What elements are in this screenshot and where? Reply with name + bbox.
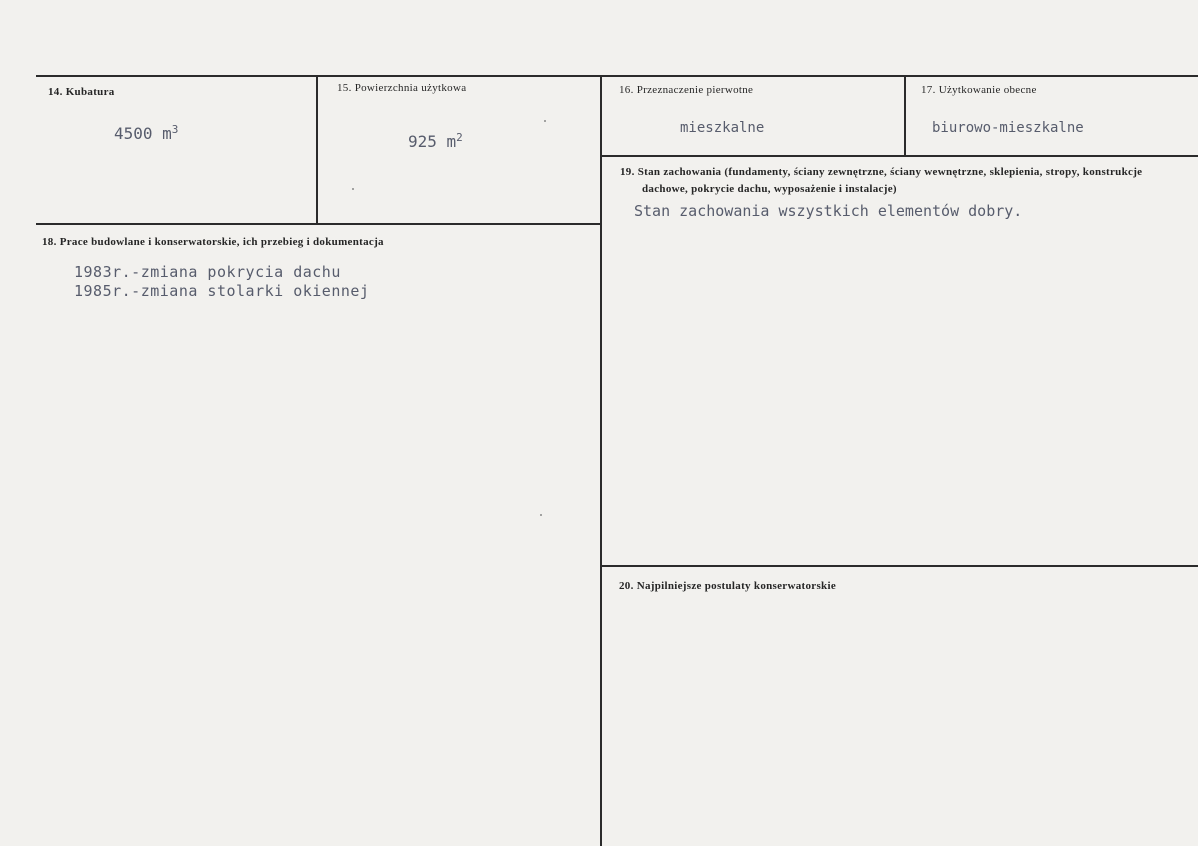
row1-divider-right [600, 155, 1198, 157]
form-top-border [36, 75, 1198, 77]
field-17-label: 17. Użytkowanie obecne [921, 84, 1037, 96]
field-15-number: 925 m [408, 132, 457, 151]
field-18-label: 18. Prace budowlane i konserwatorskie, ich przebieg i dokumentacja [42, 236, 384, 248]
field-18-entry: 1985r.-zmiana stolarki okiennej [74, 282, 370, 300]
field-20-top-border [600, 565, 1198, 567]
main-vertical-divider [600, 75, 602, 846]
field-15-unit-exponent: 2 [456, 131, 463, 144]
field-14-unit-exponent: 3 [171, 123, 179, 136]
field-15-label: 15. Powierzchnia użytkowa [337, 82, 467, 94]
paper-speck [352, 188, 354, 190]
field-14-number: 4500 m [114, 124, 172, 143]
field-18-entry: 1983r.-zmiana pokrycia dachu [74, 263, 341, 281]
field-15-value [408, 132, 463, 151]
row1-divider-left [36, 223, 602, 225]
field-14-value [114, 124, 178, 143]
field-17-value: biurowo-mieszkalne [932, 120, 1084, 136]
field-19-label: 19. Stan zachowania (fundamenty, ściany zewnętrzne, ściany wewnętrzne, sklepienia, stropy, konstrukcje dachowe, pokrycie dachu, wyposażenie i instalacje) [620, 166, 1143, 195]
field-16-label: 16. Przeznaczenie pierwotne [619, 84, 754, 96]
field-19-value: Stan zachowania wszystkich elementów dobry. [634, 202, 1023, 220]
paper-speck [544, 120, 546, 122]
divider-14-15 [316, 75, 318, 225]
field-20-label: 20. Najpilniejsze postulaty konserwatorskie [619, 580, 837, 592]
field-14-label: 14. Kubatura [48, 86, 115, 98]
divider-16-17 [904, 75, 906, 157]
paper-speck [540, 514, 542, 516]
field-16-value: mieszkalne [680, 120, 765, 136]
